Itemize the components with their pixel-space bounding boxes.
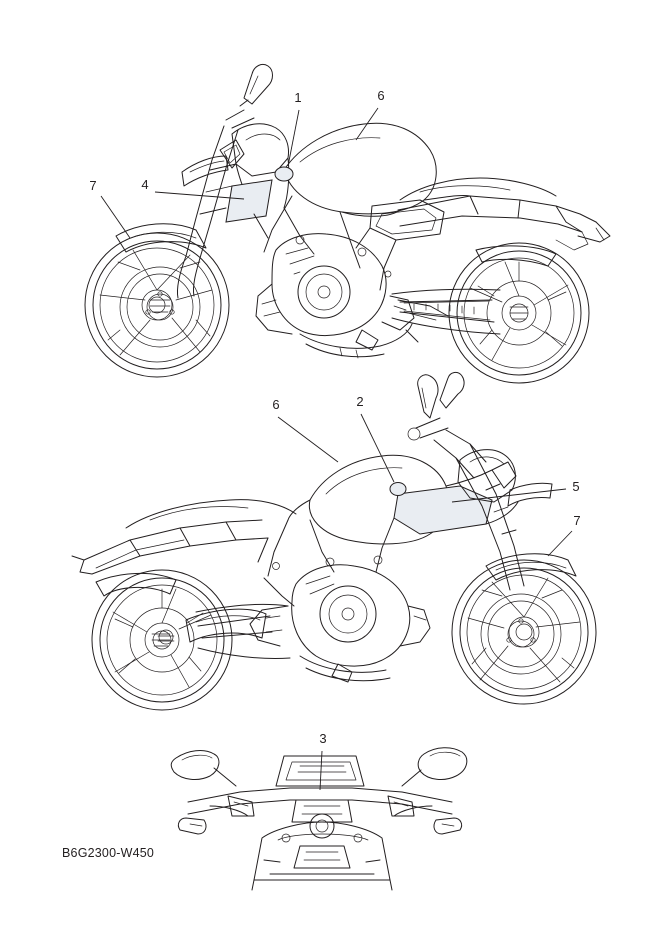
right-side-view [72,372,596,710]
callout-1: 1 [294,90,302,105]
tank-emblem-right [390,483,406,496]
leader-6-top [356,108,378,140]
left-side-view [85,64,610,383]
front-fender-right [486,554,576,580]
fork-graphic-panel [226,180,272,222]
leader-6-mid [278,417,338,462]
front-cockpit-view [171,731,467,890]
front-wheel-right [452,560,596,704]
callout-6-top: 6 [377,88,385,103]
callout-4: 4 [141,177,149,192]
engine-right [292,565,430,666]
callout-3: 3 [319,731,327,746]
leader-7-top [101,196,130,238]
callout-7-top: 7 [89,178,97,193]
callout-7-mid: 7 [573,513,581,528]
callout-5: 5 [572,479,580,494]
leader-7-mid [548,531,572,556]
cowl-emblem-left [275,167,293,181]
callout-6-mid: 6 [272,397,280,412]
callout-2: 2 [356,394,364,409]
side-graphic-panel-right [394,486,492,534]
fuel-tank-left [284,123,470,216]
part-code-label: B6G2300-W450 [62,846,155,860]
engine-left [256,234,386,336]
rear-wheel-left [449,243,589,383]
front-wheel-left [85,233,229,377]
leader-3 [320,751,322,790]
